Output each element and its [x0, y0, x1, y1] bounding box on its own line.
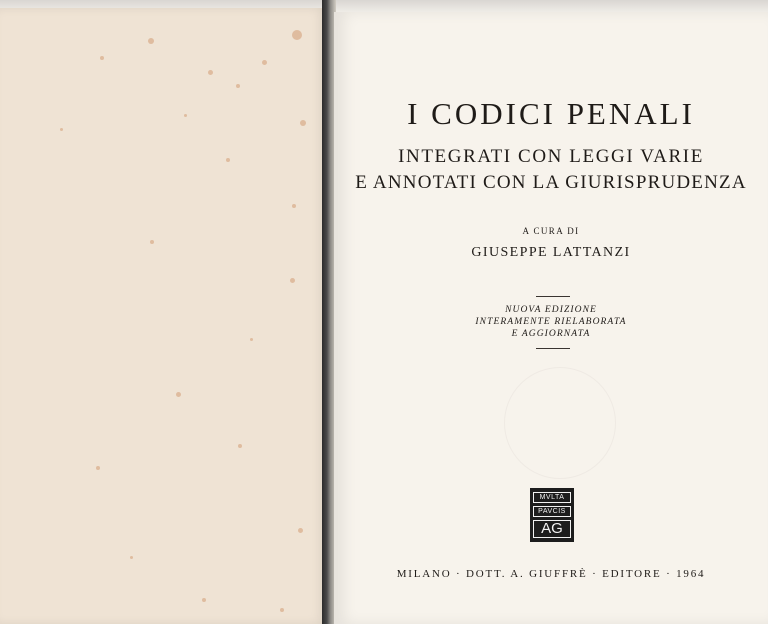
edition-line: E AGGIORNATA — [511, 329, 591, 339]
foxing-spot — [236, 84, 240, 88]
foxing-spot — [262, 60, 267, 65]
edition-line: NUOVA EDIZIONE — [505, 305, 597, 315]
foxing-spot — [150, 240, 154, 244]
foxing-spot — [290, 278, 295, 283]
subtitle-line-1: INTEGRATI CON LEGGI VARIE — [398, 146, 704, 167]
foxing-spot — [100, 56, 104, 60]
foxing-spot — [176, 392, 181, 397]
foxing-spot — [238, 444, 242, 448]
logo-motto-line-2: PAVCIS — [533, 506, 571, 517]
foxing-spot — [96, 466, 100, 470]
publisher-imprint: MILANO · DOTT. A. GIUFFRÈ · EDITORE · 1964 — [396, 568, 706, 580]
foxing-spot — [300, 120, 306, 126]
editor-name: GIUSEPPE LATTANZI — [471, 245, 631, 260]
foxing-spot — [184, 114, 187, 117]
foxing-spot — [280, 608, 284, 612]
foxing-spot — [208, 70, 213, 75]
subtitle-line-2: E ANNOTATI CON LA GIURISPRUDENZA — [355, 172, 747, 193]
edition-note — [334, 304, 768, 340]
foxing-spot — [202, 598, 206, 602]
edition-line: INTERAMENTE RIELABORATA — [475, 317, 627, 327]
foxing-spot — [60, 128, 63, 131]
logo-initials: AG — [533, 520, 571, 538]
book-title: I CODICI PENALI — [407, 96, 695, 131]
show-through-mark — [504, 367, 616, 479]
title-page — [334, 12, 768, 624]
foxing-spot — [292, 30, 302, 40]
foxing-spot — [292, 204, 296, 208]
foxing-spot — [148, 38, 154, 44]
foxing-spot — [250, 338, 253, 341]
foxing-spot — [226, 158, 230, 162]
logo-motto-line-1: MVLTA — [533, 492, 571, 503]
divider-bottom — [536, 348, 570, 349]
editor-intro: A CURA DI — [522, 226, 580, 236]
foxing-spot — [130, 556, 133, 559]
divider-top — [536, 296, 570, 297]
foxing-spot — [298, 528, 303, 533]
left-endpaper — [0, 8, 326, 624]
publisher-logo — [530, 488, 574, 542]
